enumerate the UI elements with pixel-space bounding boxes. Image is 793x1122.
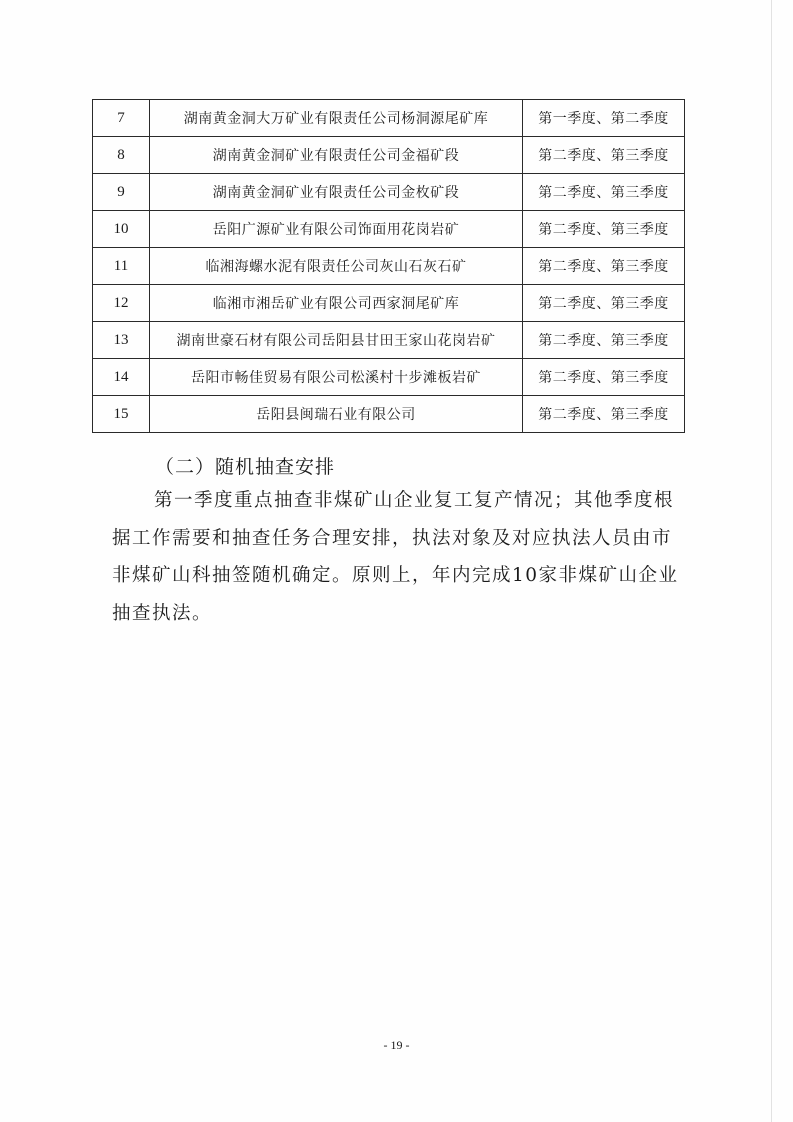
mine-name-cell: 湖南黄金洞矿业有限责任公司金福矿段: [150, 137, 523, 174]
inspection-quarter-cell: 第二季度、第三季度: [523, 211, 685, 248]
mine-name-cell: 岳阳县闽瑞石业有限公司: [150, 396, 523, 433]
page-number: - 19 -: [383, 1038, 410, 1052]
table-row: [93, 322, 685, 359]
mine-name-cell: 岳阳市畅佳贸易有限公司松溪村十步滩板岩矿: [150, 359, 523, 396]
table-row: [93, 100, 685, 137]
mine-name-cell: 岳阳广源矿业有限公司饰面用花岗岩矿: [150, 211, 523, 248]
inspection-quarter-cell: 第二季度、第三季度: [523, 285, 685, 322]
inspection-quarter-cell: 第二季度、第三季度: [523, 137, 685, 174]
table-row: [93, 137, 685, 174]
row-number-cell: 14: [93, 359, 150, 396]
body-paragraph: [112, 482, 682, 632]
inspection-schedule-table: [92, 99, 685, 433]
table-row: [93, 248, 685, 285]
inspection-quarter-cell: 第一季度、第二季度: [523, 100, 685, 137]
mine-name-cell: 湖南黄金洞矿业有限责任公司金枚矿段: [150, 174, 523, 211]
table-row: [93, 211, 685, 248]
inspection-quarter-cell: 第二季度、第三季度: [523, 359, 685, 396]
row-number-cell: 10: [93, 211, 150, 248]
mine-name-cell: 湖南黄金洞大万矿业有限责任公司杨洞源尾矿库: [150, 100, 523, 137]
paragraph-text: 第一季度重点抽查非煤矿山企业复工复产情况；其他季度根据工作需要和抽查任务合理安排，执法对象及对应执法人员由市非煤矿山科抽签随机确定。原则上，年内完成10家非煤矿山企业抽查执法。: [112, 490, 679, 624]
mine-name-cell: 临湘海螺水泥有限责任公司灰山石灰石矿: [150, 248, 523, 285]
mine-name-cell: 湖南世豪石材有限公司岳阳县甘田王家山花岗岩矿: [150, 322, 523, 359]
inspection-quarter-cell: 第二季度、第三季度: [523, 396, 685, 433]
row-number-cell: 15: [93, 396, 150, 433]
row-number-cell: 11: [93, 248, 150, 285]
table-body: [93, 100, 685, 433]
row-number-cell: 8: [93, 137, 150, 174]
table-row: [93, 396, 685, 433]
table-row: [93, 174, 685, 211]
table-row: [93, 285, 685, 322]
scan-edge-line: [771, 0, 772, 1122]
table-row: [93, 359, 685, 396]
row-number-cell: 13: [93, 322, 150, 359]
row-number-cell: 12: [93, 285, 150, 322]
row-number-cell: 9: [93, 174, 150, 211]
row-number-cell: 7: [93, 100, 150, 137]
inspection-quarter-cell: 第二季度、第三季度: [523, 322, 685, 359]
inspection-quarter-cell: 第二季度、第三季度: [523, 248, 685, 285]
inspection-quarter-cell: 第二季度、第三季度: [523, 174, 685, 211]
section-heading: （二）随机抽查安排: [155, 456, 336, 478]
mine-name-cell: 临湘市湘岳矿业有限公司西家洞尾矿库: [150, 285, 523, 322]
